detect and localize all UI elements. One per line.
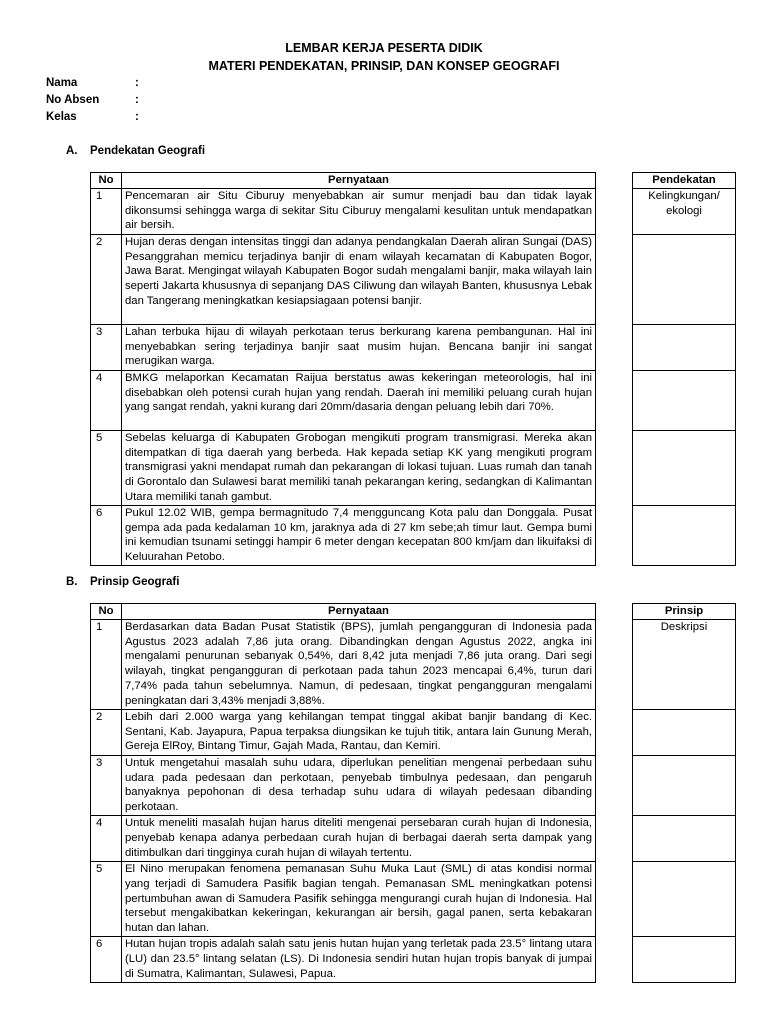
field-label: No Absen — [46, 94, 100, 106]
answer-text — [633, 936, 736, 982]
column-header-no: No — [91, 604, 122, 620]
section-b-heading — [66, 576, 179, 588]
pendekatan-answer-table — [632, 172, 736, 566]
section-a-heading — [66, 145, 205, 157]
row-number: 3 — [91, 324, 122, 370]
table-row — [91, 324, 596, 370]
table-header-row — [633, 604, 736, 620]
row-statement: Untuk meneliti masalah hujan harus diteliti mengenai persebaran curah hujan di Indonesia, penyebab kenapa adanya perbedaan curah hujan di berbagai daerah serta dampak yang ditimbulkan dari tingginya curah hujan di wilayah tertentu. — [122, 815, 596, 861]
row-number: 4 — [91, 815, 122, 861]
row-number: 3 — [91, 755, 122, 815]
row-statement: Untuk mengetahui masalah suhu udara, diperlukan penelitian mengenai perbedaan suhu udara pada pedesaan dan perkotaan, penyebab timbulnya pedesaan, dan pengaruh banyaknya pepohonan di desa terhadap suhu udara di wilayah pedesaan dibanding perkotaan. — [122, 755, 596, 815]
row-statement: Hutan hujan tropis adalah salah satu jenis hutan hujan yang terletak pada 23.5° lintang utara (LU) dan 23.5° lintang selatan (LS). Di Indonesia sendiri hutan hujan tropis banyak di jumpai di Sumatra, Kalimantan, Sulawesi, Papua. — [122, 936, 596, 982]
answer-cell[interactable] — [633, 755, 736, 815]
row-number: 5 — [91, 861, 122, 936]
answer-cell[interactable] — [633, 861, 736, 936]
table-row — [91, 861, 596, 936]
table-row — [91, 709, 596, 755]
column-header-no: No — [91, 173, 122, 189]
answer-cell[interactable] — [633, 815, 736, 861]
answer-cell[interactable] — [633, 936, 736, 982]
field-colon: : — [135, 94, 139, 106]
section-letter: A. — [66, 145, 78, 157]
table-header-row — [91, 604, 596, 620]
answer-cell[interactable] — [633, 234, 736, 324]
table-row — [91, 619, 596, 709]
table-header-row — [633, 173, 736, 189]
row-statement: Sebelas keluarga di Kabupaten Grobogan mengikuti program transmigrasi. Mereka akan ditempatkan di tiga daerah yang berbeda. Hak kepada setiap KK yang mengikuti program transmigrasi yakni mendapat rumah dan pekarangan di lokasi tujuan. Luas rumah dan tanah di Gorontalo dan Sulawesi barat memiliki tanah pekarangan kering, sedangkan di Kalimantan Utara memiliki tanah gambut. — [122, 430, 596, 505]
row-statement: Lahan terbuka hijau di wilayah perkotaan terus berkurang karena pembangunan. Hal ini menyebabkan sering terjadinya banjir saat musim hujan. Bencana banjir ini sangat merugikan warga. — [122, 324, 596, 370]
row-number: 6 — [91, 505, 122, 565]
prinsip-answer-table — [632, 603, 736, 983]
row-statement: Hujan deras dengan intensitas tinggi dan adanya pendangkalan Daerah aliran Sungai (DAS) Pesanggrahan memicu terjadinya banjir di enam wilayah kecamatan di Kabupaten Bogor, Jawa Barat. Mengingat wilayah Kabupaten Bogor sudah mengalami banjir, maka wilayah lain seperti Jakarta khususnya di sepanjang DAS Ciliwung dan wilayah Banten, khususnya Lebak dan Tangerang meningkatkan kesiapsiagaan potensi banjir. — [122, 234, 596, 324]
column-header-prinsip: Prinsip — [633, 604, 736, 620]
row-statement: Lebih dari 2.000 warga yang kehilangan tempat tinggal akibat banjir bandang di Kec. Sentani, Kab. Jayapura, Papua terpaksa diungsikan ke tujuh titik, antara lain Gunung Merah, Gereja ElRoy, Bintang Timur, Gajah Mada, Rantau, dan Kemiri. — [122, 709, 596, 755]
field-label: Kelas — [46, 111, 77, 123]
answer-cell[interactable] — [633, 188, 736, 234]
field-colon: : — [135, 77, 139, 89]
table-row — [91, 430, 596, 505]
table-row — [91, 188, 596, 234]
pendekatan-table — [90, 172, 596, 566]
answer-cell[interactable] — [633, 430, 736, 505]
column-header-pendekatan: Pendekatan — [633, 173, 736, 189]
row-statement: El Nino merupakan fenomena pemanasan Suhu Muka Laut (SML) di atas kondisi normal yang terjadi di Samudera Pasifik bagian tengah. Pemanasan SML meningkatkan potensi pertumbuhan awan di Samudera Pasifik sehingga mengurangi curah hujan di Indonesia. Hal tersebut mengakibatkan kekeringan, kekurangan air bersih, gagal panen, serta kebakaran hutan dan lahan. — [122, 861, 596, 936]
row-number: 4 — [91, 370, 122, 430]
answer-cell[interactable] — [633, 505, 736, 565]
table-row — [91, 505, 596, 565]
answer-cell[interactable] — [633, 370, 736, 430]
table-row — [91, 755, 596, 815]
table-row — [91, 815, 596, 861]
answer-text — [633, 709, 736, 755]
answer-cell[interactable] — [633, 324, 736, 370]
answer-text — [633, 430, 736, 505]
row-statement: Pukul 12.02 WIB, gempa bermagnitudo 7,4 mengguncang Kota palu dan Donggala. Pusat gempa ada pada kedalaman 10 km, jaraknya ada di 27 km sebe;ah timur laut. Gempa bumi ini kemudian tsunami setinggi hampir 6 meter dengan kecepatan 800 km/jam dan likuifaksi di Keluurahan Petobo. — [122, 505, 596, 565]
answer-text — [633, 370, 736, 430]
table-row — [91, 936, 596, 982]
answer-text — [633, 505, 736, 565]
row-statement: BMKG melaporkan Kecamatan Raijua berstatus awas kekeringan meteorologis, hal ini disebabkan oleh potensi curah hujan yang rendah. Daerah ini memiliki peluang curah hujan yang sangat rendah, yakni kurang dari 20mm/dasaria dengan peluang lebih dari 70%. — [122, 370, 596, 430]
answer-cell[interactable] — [633, 709, 736, 755]
answer-text — [633, 815, 736, 861]
answer-text: Kelingkungan/ ekologi — [633, 188, 736, 234]
row-statement: Berdasarkan data Badan Pusat Statistik (BPS), jumlah pengangguran di Indonesia pada Agustus 2023 adalah 7,86 juta orang. Dibandingkan dengan Agustus 2022, angka ini mengalami penurunan sebanyak 0,54%, dari 8,42 juta menjadi 7,86 juta orang. Dari segi wilayah, tingkat pengangguran di perkotaan pada tahun 2023 mencapai 6,4%, turun dari 7,74% pada tahun sebelumnya. Namun, di pedesaan, tingkat pengangguran mengalami peningkatan dari 3,43% menjadi 3,88%. — [122, 619, 596, 709]
field-colon: : — [135, 111, 139, 123]
column-header-statement: Pernyataan — [122, 604, 596, 620]
answer-cell[interactable] — [633, 619, 736, 709]
document-title: LEMBAR KERJA PESERTA DIDIK — [285, 41, 483, 55]
row-number: 2 — [91, 234, 122, 324]
document-subtitle: MATERI PENDEKATAN, PRINSIP, DAN KONSEP GEOGRAFI — [208, 59, 560, 73]
answer-text: Deskripsi — [633, 619, 736, 709]
row-number: 1 — [91, 619, 122, 709]
row-number: 2 — [91, 709, 122, 755]
answer-text — [633, 324, 736, 370]
table-row — [91, 234, 596, 324]
field-label: Nama — [46, 77, 78, 89]
column-header-statement: Pernyataan — [122, 173, 596, 189]
table-header-row — [91, 173, 596, 189]
row-number: 5 — [91, 430, 122, 505]
row-number: 6 — [91, 936, 122, 982]
section-title: Prinsip Geografi — [90, 576, 180, 588]
section-title: Pendekatan Geografi — [90, 145, 206, 157]
row-statement: Pencemaran air Situ Ciburuy menyebabkan air sumur menjadi bau dan tidak layak dikonsumsi sehingga warga di sekitar Situ Ciburuy mengalami kesulitan untuk mendapatkan air bersih. — [122, 188, 596, 234]
answer-text — [633, 234, 736, 324]
answer-text — [633, 755, 736, 815]
section-letter: B. — [66, 576, 78, 588]
prinsip-table — [90, 603, 596, 983]
table-row — [91, 370, 596, 430]
answer-text — [633, 861, 736, 936]
row-number: 1 — [91, 188, 122, 234]
